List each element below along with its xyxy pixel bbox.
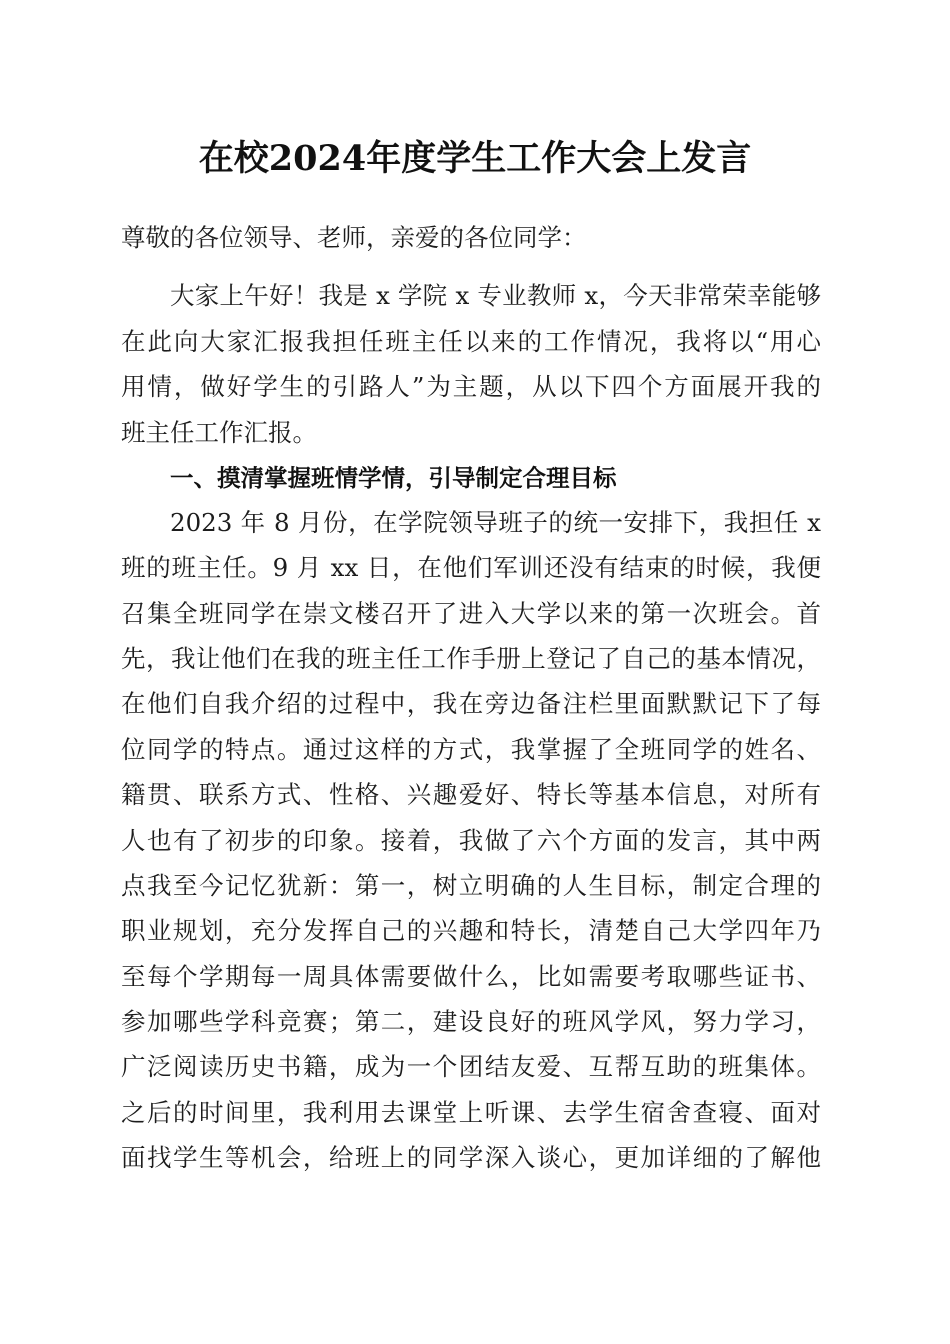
paragraph-line: 之后的时间里，我利用去课堂上听课、去学生宿舍查寝、面对 bbox=[121, 1098, 821, 1127]
paragraph-line: 籍贯、联系方式、性格、兴趣爱好、特长等基本信息，对所有 bbox=[121, 780, 821, 809]
paragraph-line: 先，我让他们在我的班主任工作手册上登记了自己的基本情况， bbox=[121, 644, 821, 673]
paragraph-line: 人也有了初步的印象。接着，我做了六个方面的发言，其中两 bbox=[121, 826, 821, 855]
paragraph-line: 班的班主任。9 月 xx 日，在他们军训还没有结束的时候，我便 bbox=[121, 553, 821, 582]
section-heading: 一、摸清掌握班情学情，引导制定合理目标 bbox=[170, 464, 617, 492]
salutation: 尊敬的各位领导、老师，亲爱的各位同学： bbox=[121, 223, 587, 252]
paragraph-line: 在他们自我介绍的过程中，我在旁边备注栏里面默默记下了每 bbox=[121, 689, 821, 718]
paragraph-line: 在此向大家汇报我担任班主任以来的工作情况，我将以“用心 bbox=[121, 327, 821, 356]
paragraph-line: 召集全班同学在崇文楼召开了进入大学以来的第一次班会。首 bbox=[121, 599, 821, 628]
paragraph-line: 点我至今记忆犹新：第一，树立明确的人生目标，制定合理的 bbox=[121, 871, 821, 900]
paragraph-line: 用情，做好学生的引路人”为主题，从以下四个方面展开我的 bbox=[121, 372, 821, 401]
document-title: 在校2024年度学生工作大会上发言 bbox=[198, 138, 752, 179]
paragraph-line: 位同学的特点。通过这样的方式，我掌握了全班同学的姓名、 bbox=[121, 735, 821, 764]
paragraph-line: 班主任工作汇报。 bbox=[121, 418, 317, 447]
paragraph-line: 广泛阅读历史书籍，成为一个团结友爱、互帮互助的班集体。 bbox=[121, 1052, 821, 1081]
paragraph-line: 面找学生等机会，给班上的同学深入谈心，更加详细的了解他 bbox=[121, 1143, 821, 1172]
paragraph-line: 参加哪些学科竞赛；第二，建设良好的班风学风，努力学习， bbox=[121, 1007, 821, 1036]
paragraph-line: 大家上午好！我是 x 学院 x 专业教师 x，今天非常荣幸能够 bbox=[170, 281, 821, 310]
paragraph-line: 职业规划，充分发挥自己的兴趣和特长，清楚自己大学四年乃 bbox=[121, 916, 821, 945]
paragraph-line: 至每个学期每一周具体需要做什么，比如需要考取哪些证书、 bbox=[121, 962, 821, 991]
paragraph-line: 2023 年 8 月份，在学院领导班子的统一安排下，我担任 x bbox=[170, 508, 821, 537]
